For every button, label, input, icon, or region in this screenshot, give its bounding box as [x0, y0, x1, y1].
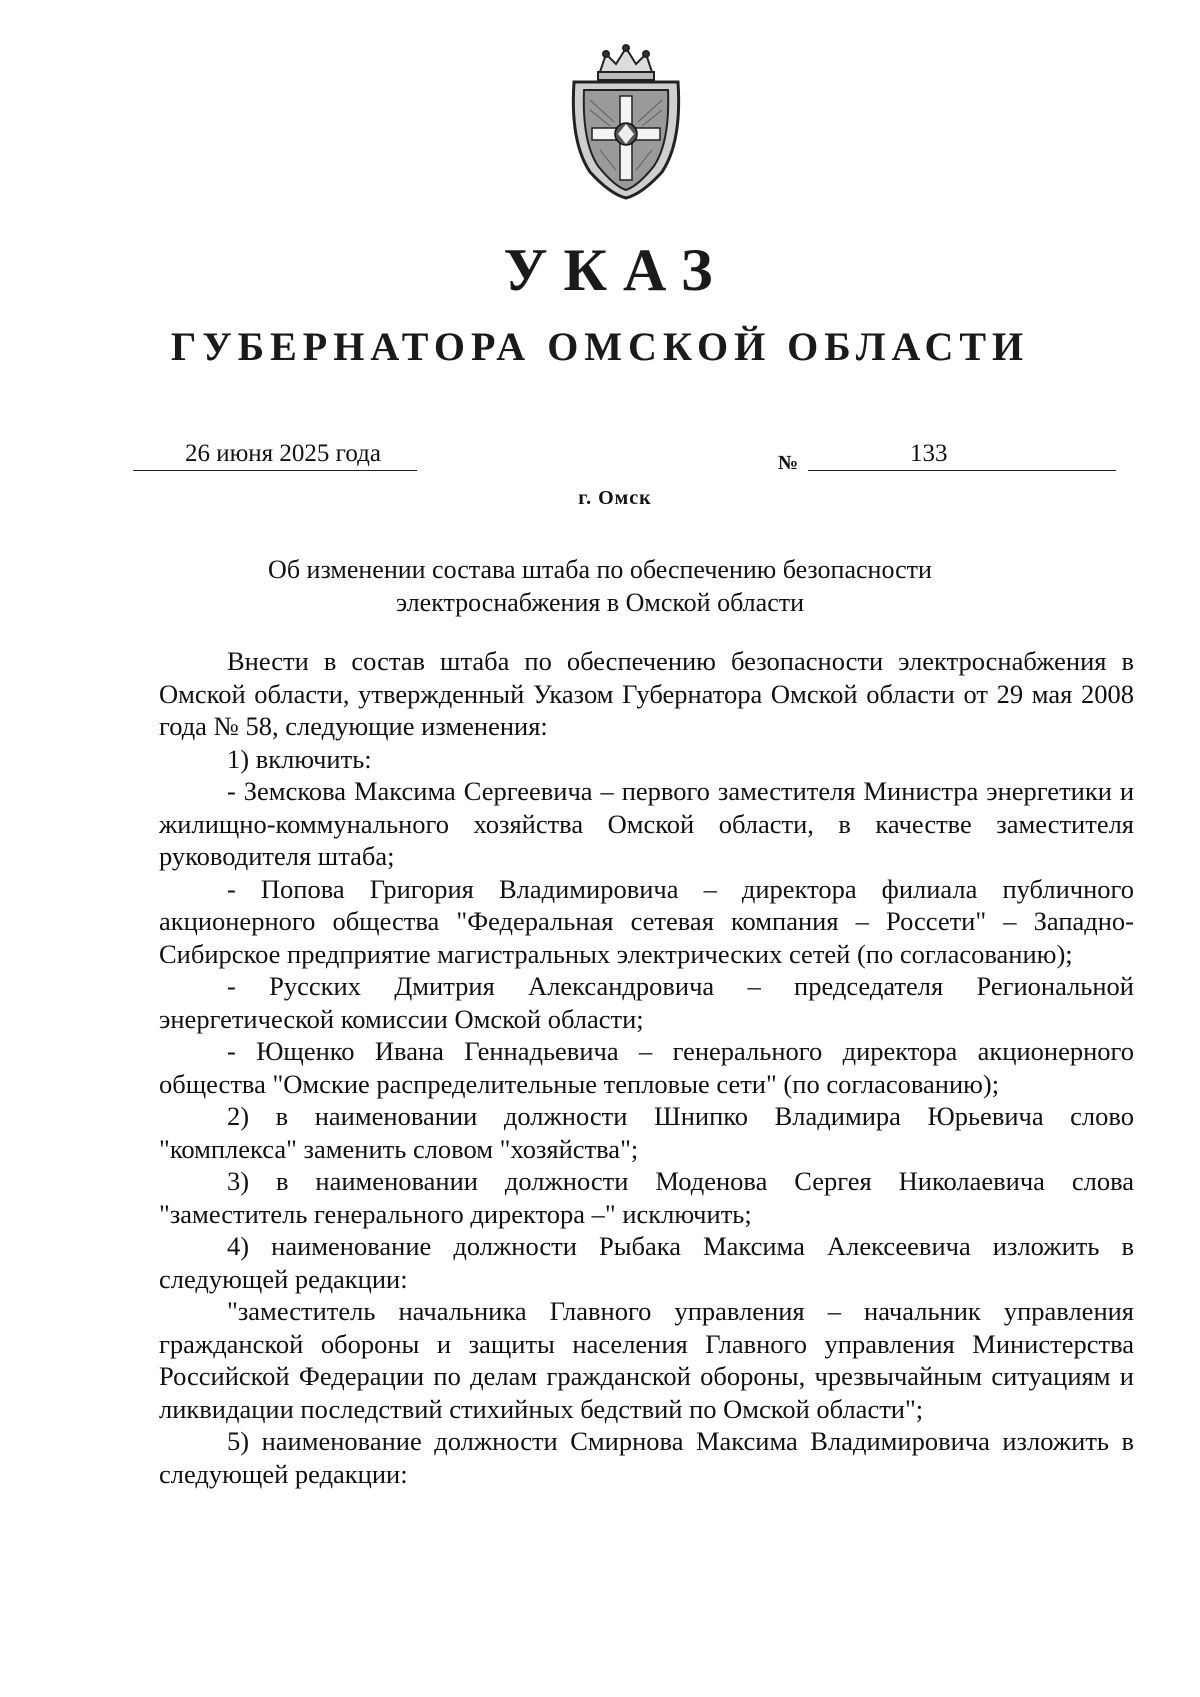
document-city: г. Омск — [578, 487, 652, 509]
subject-line-2: электроснабжения в Омской области — [395, 588, 805, 617]
document-title: УКАЗ — [503, 237, 729, 303]
number-line — [808, 440, 1116, 471]
paragraph-item-1-b: - Попова Григория Владимировича – директора филиала публичного акционерного общества "Федеральная сетевая компания – Россети" – Западно-Сибирское предприятие магистральных электрических сетей (по согласованию); — [159, 873, 1134, 969]
paragraph-item-1-a: - Земскова Максима Сергеевича – первого заместителя Министра энергетики и жилищно-коммунального хозяйства Омской области, в качестве заместителя руководителя штаба; — [159, 776, 1134, 871]
coat-of-arms-emblem — [560, 42, 692, 202]
paragraph-item-1-c: - Русских Дмитрия Александровича – председателя Региональной энергетической комиссии Омской области; — [159, 971, 1134, 1034]
paragraph-item-1: 1) включить: — [227, 743, 372, 774]
document-number: 133 — [910, 440, 948, 467]
paragraph-item-5: 5) наименование должности Смирнова Максима Владимировича изложить в следующей редакции: — [159, 1426, 1134, 1489]
crown-icon — [598, 45, 654, 80]
paragraph-intro: Внести в состав штаба по обеспечению безопасности электроснабжения в Омской области, утвержденный Указом Губернатора Омской области от 29 мая 2008 года № 58, следующие изменения: — [159, 646, 1134, 741]
document-date: 26 июня 2025 года — [185, 440, 381, 467]
subject-line-1: Об изменении состава штаба по обеспечению безопасности — [268, 555, 932, 584]
number-sign: № — [778, 452, 799, 474]
document-body — [159, 645, 1134, 1490]
document-subtitle: ГУБЕРНАТОРА ОМСКОЙ ОБЛАСТИ — [170, 324, 1030, 369]
paragraph-item-4-quote: "заместитель начальника Главного управления – начальник управления гражданской обороны и защиты населения Главного управления Министерства Российской Федерации по делам гражданской обороны, чрезвычайным ситуациям и ликвидации последствий стихийных бедствий по Омской области"; — [159, 1296, 1134, 1424]
paragraph-item-2: 2) в наименовании должности Шнипко Владимира Юрьевича слово "комплекса" заменить словом "хозяйства"; — [159, 1101, 1134, 1164]
document-subject — [0, 553, 1200, 619]
paragraph-item-1-d: - Ющенко Ивана Геннадьевича – генерального директора акционерного общества "Омские распределительные тепловые сети" (по согласованию); — [159, 1036, 1134, 1099]
paragraph-item-4: 4) наименование должности Рыбака Максима Алексеевича изложить в следующей редакции: — [159, 1231, 1134, 1294]
date-line — [133, 440, 417, 471]
paragraph-item-3: 3) в наименовании должности Моденова Сергея Николаевича слова "заместитель генерального директора –" исключить; — [159, 1166, 1134, 1229]
